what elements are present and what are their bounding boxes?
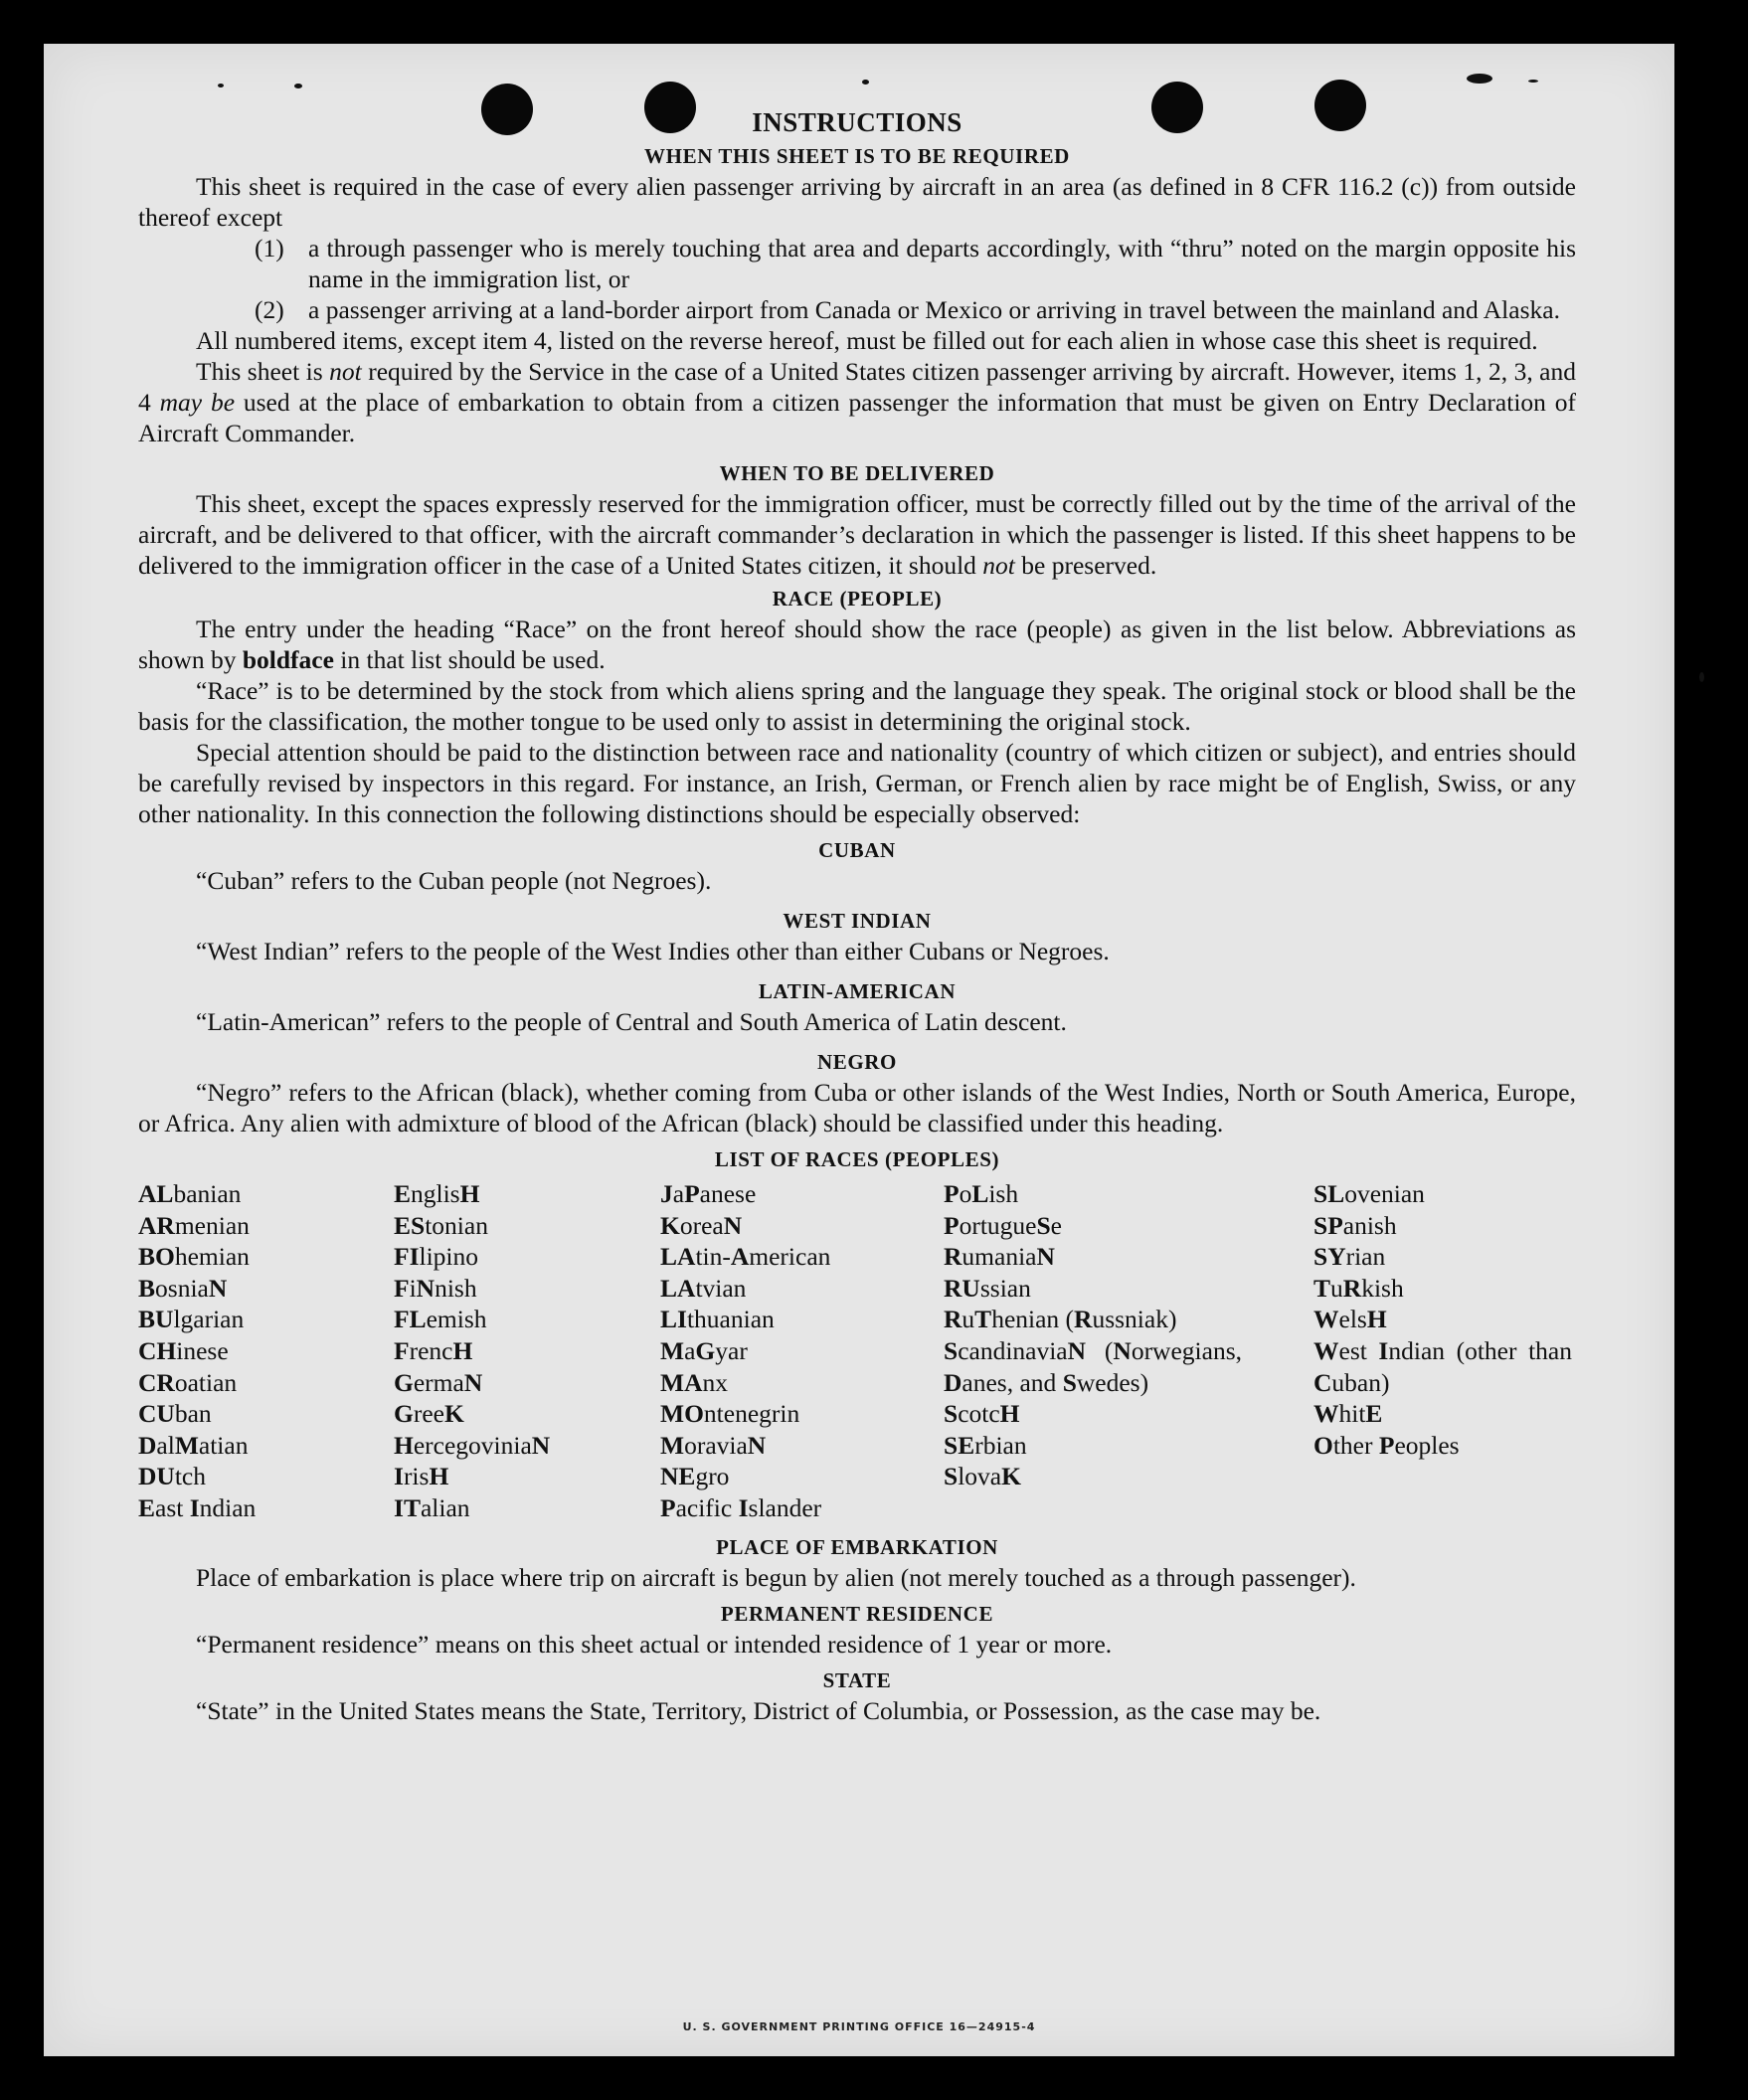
race-entry: ScandinaviaN (Norwegians, Danes, and Swedes) (944, 1335, 1242, 1397)
race-entry: EnglisH (394, 1179, 480, 1208)
text-run: in that list should be used. (333, 645, 606, 674)
item-text: a through passenger who is merely touching that area and departs accordingly, with “thru” noted on the margin opposite his name in the immigration list, or (308, 234, 1576, 293)
race-entry: TuRkish (1313, 1273, 1404, 1303)
race-entry: RumaniaN (944, 1242, 1055, 1272)
speck (294, 84, 302, 88)
emphasis: may be (159, 388, 236, 417)
text-run: This sheet is (196, 357, 330, 386)
printing-office-footer: U. S. GOVERNMENT PRINTING OFFICE 16—24915-4 (682, 2020, 1036, 2033)
race-entry: CRoatian (138, 1367, 238, 1397)
race-entry: NEgro (660, 1462, 730, 1491)
paragraph: This sheet is required in the case of every alien passenger arriving by aircraft in an area (as defined in 8 CFR 116.2 (c)) from outside thereof except (138, 172, 1576, 232)
speck (1528, 80, 1538, 83)
race-entry: ARmenian (138, 1210, 250, 1240)
paragraph (138, 613, 1576, 675)
race-entry: BUlgarian (138, 1305, 245, 1334)
race-list (138, 1178, 1576, 1524)
paragraph: Place of embarkation is place where trip on aircraft is begun by alien (not merely touched as a through passenger). (196, 1562, 1356, 1592)
race-entry: WelsH (1313, 1305, 1387, 1334)
race-entry: LAtvian (660, 1273, 747, 1303)
text-run: The entry under the heading “Race” on the front hereof should show the race (people) as given in the list below. Abbreviations as shown by (138, 614, 1576, 674)
race-entry: RuThenian (Russniak) (944, 1305, 1177, 1334)
exception-item (255, 233, 1576, 294)
paragraph: “Permanent residence” means on this sheet actual or intended residence of 1 year or more. (196, 1629, 1113, 1659)
race-entry: BOhemian (138, 1242, 250, 1272)
race-entry: MoraviaN (660, 1430, 767, 1460)
race-entry: PortugueSe (944, 1210, 1062, 1240)
paragraph: “Negro” refers to the African (black), whether coming from Cuba or other islands of the West Indies, North or South America, Europe, or Africa. Any alien with admixture of blood of the African (black) should be classified under this heading. (138, 1078, 1576, 1138)
race-entry: SlovaK (944, 1462, 1021, 1491)
race-entry: ScotcH (944, 1399, 1020, 1429)
race-entry: Other Peoples (1313, 1430, 1460, 1460)
race-entry: GreeK (394, 1399, 464, 1429)
race-entry: BosniaN (138, 1273, 228, 1303)
paragraph: “West Indian” refers to the people of the West Indies other than either Cubans or Negroes. (196, 937, 1110, 965)
race-entry: ALbanian (138, 1179, 242, 1208)
race-entry: East Indian (138, 1492, 257, 1522)
paragraph (138, 488, 1576, 581)
paragraph (138, 356, 1576, 448)
race-entry: HercegoviniaN (394, 1430, 551, 1460)
speck (218, 84, 224, 88)
page-title: INSTRUCTIONS (752, 107, 962, 137)
paragraph: “State” in the United States means the State, Territory, District of Columbia, or Possession, as the case may be. (196, 1695, 1321, 1725)
speck (1467, 74, 1492, 84)
heading-state: STATE (822, 1667, 892, 1692)
race-entry: DalMatian (138, 1430, 249, 1460)
heading-west-indian: WEST INDIAN (783, 909, 932, 933)
text-run: required by the Service in the case of a United States citizen passenger arriving by aircraft. However, items 1, 2, 3, and 4 (138, 357, 1576, 417)
race-entry: EStonian (394, 1210, 488, 1240)
item-text: a passenger arriving at a land-border airport from Canada or Mexico or arriving in travel between the mainland and Alaska. (308, 295, 1560, 324)
race-entry: FIlipino (394, 1242, 479, 1272)
race-column (394, 1178, 660, 1524)
paragraph: “Latin-American” refers to the people of Central and South America of Latin descent. (196, 1007, 1067, 1036)
race-entry: FrencH (394, 1335, 473, 1365)
heading-latin-american: LATIN-AMERICAN (758, 979, 957, 1003)
heading-list-of-races: LIST OF RACES (PEOPLES) (714, 1147, 1000, 1171)
emphasis: not (329, 357, 362, 386)
race-entry: FLemish (394, 1305, 487, 1334)
emphasis: not (982, 551, 1015, 580)
speck (862, 80, 869, 85)
race-entry: FiNnish (394, 1273, 477, 1303)
paragraph: All numbered items, except item 4, listed on the reverse hereof, must be filled out for each alien in whose case this sheet is required. (196, 326, 1538, 355)
race-entry: MOntenegrin (660, 1399, 800, 1429)
text-run: be preserved. (1014, 551, 1157, 580)
race-entry: LIthuanian (660, 1305, 775, 1334)
race-entry: Pacific Islander (660, 1492, 822, 1522)
race-entry: PoLish (944, 1179, 1019, 1208)
item-number: (1) (255, 234, 284, 262)
race-entry: SLovenian (1313, 1179, 1425, 1208)
exception-item (255, 294, 1576, 325)
race-column (138, 1178, 394, 1524)
race-entry: SErbian (944, 1430, 1027, 1460)
race-entry: DUtch (138, 1462, 206, 1491)
race-entry: ITalian (394, 1492, 470, 1522)
paragraph: “Cuban” refers to the Cuban people (not Negroes). (196, 866, 712, 895)
heading-when-delivered: WHEN TO BE DELIVERED (719, 461, 995, 485)
paragraph: “Race” is to be determined by the stock from which aliens spring and the language they speak. The original stock or blood shall be the basis for the classification, the mother tongue to be used only to assist in determining the original stock. (138, 676, 1576, 736)
race-entry: West Indian (other than Cuban) (1313, 1335, 1572, 1397)
race-entry: SPanish (1313, 1210, 1397, 1240)
heading-place-of-embarkation: PLACE OF EMBARKATION (716, 1534, 998, 1559)
item-number: (2) (255, 295, 284, 324)
heading-cuban: CUBAN (818, 838, 896, 862)
text-run: This sheet, except the spaces expressly reserved for the immigration officer, must be correctly filled out by the time of the arrival of the aircraft, and be delivered to that officer, with the aircraft commander’s declaration in which the passenger is listed. If this sheet happens to be delivered to the immigration officer in the case of a United States citizen, it should (138, 489, 1576, 580)
heading-negro: NEGRO (816, 1050, 897, 1074)
race-column (1313, 1178, 1572, 1524)
race-entry: IrisH (394, 1462, 449, 1491)
speck (1699, 672, 1704, 682)
text-run: used at the place of embarkation to obtain from a citizen passenger the information that must be given on Entry Declaration of Aircraft Commander. (138, 388, 1576, 447)
race-column (660, 1178, 944, 1524)
race-entry: MAnx (660, 1367, 728, 1397)
race-entry: WhitE (1313, 1399, 1383, 1429)
heading-race: RACE (PEOPLE) (772, 587, 943, 611)
race-entry: LAtin-American (660, 1242, 831, 1272)
race-entry: SYrian (1313, 1242, 1386, 1272)
race-column (944, 1178, 1242, 1524)
instructions-body (138, 107, 1576, 1726)
race-entry: KoreaN (660, 1210, 743, 1240)
race-entry: CHinese (138, 1335, 229, 1365)
paragraph: Special attention should be paid to the distinction between race and nationality (country of which citizen or subject), and entries should be carefully revised by inspectors in this regard. For instance, an Irish, German, or French alien by race might be of English, Swiss, or any other nationality. In this connection the following distinctions should be especially observed: (138, 738, 1576, 828)
document-sheet (44, 44, 1674, 2056)
heading-permanent-residence: PERMANENT RESIDENCE (720, 1601, 994, 1626)
race-entry: GermaN (394, 1367, 483, 1397)
race-entry: RUssian (944, 1273, 1031, 1303)
race-entry: CUban (138, 1399, 212, 1429)
bold-text: boldface (242, 645, 334, 674)
race-entry: MaGyar (660, 1335, 748, 1365)
heading-when-required: WHEN THIS SHEET IS TO BE REQUIRED (644, 144, 1070, 168)
race-entry: JaPanese (660, 1179, 757, 1208)
